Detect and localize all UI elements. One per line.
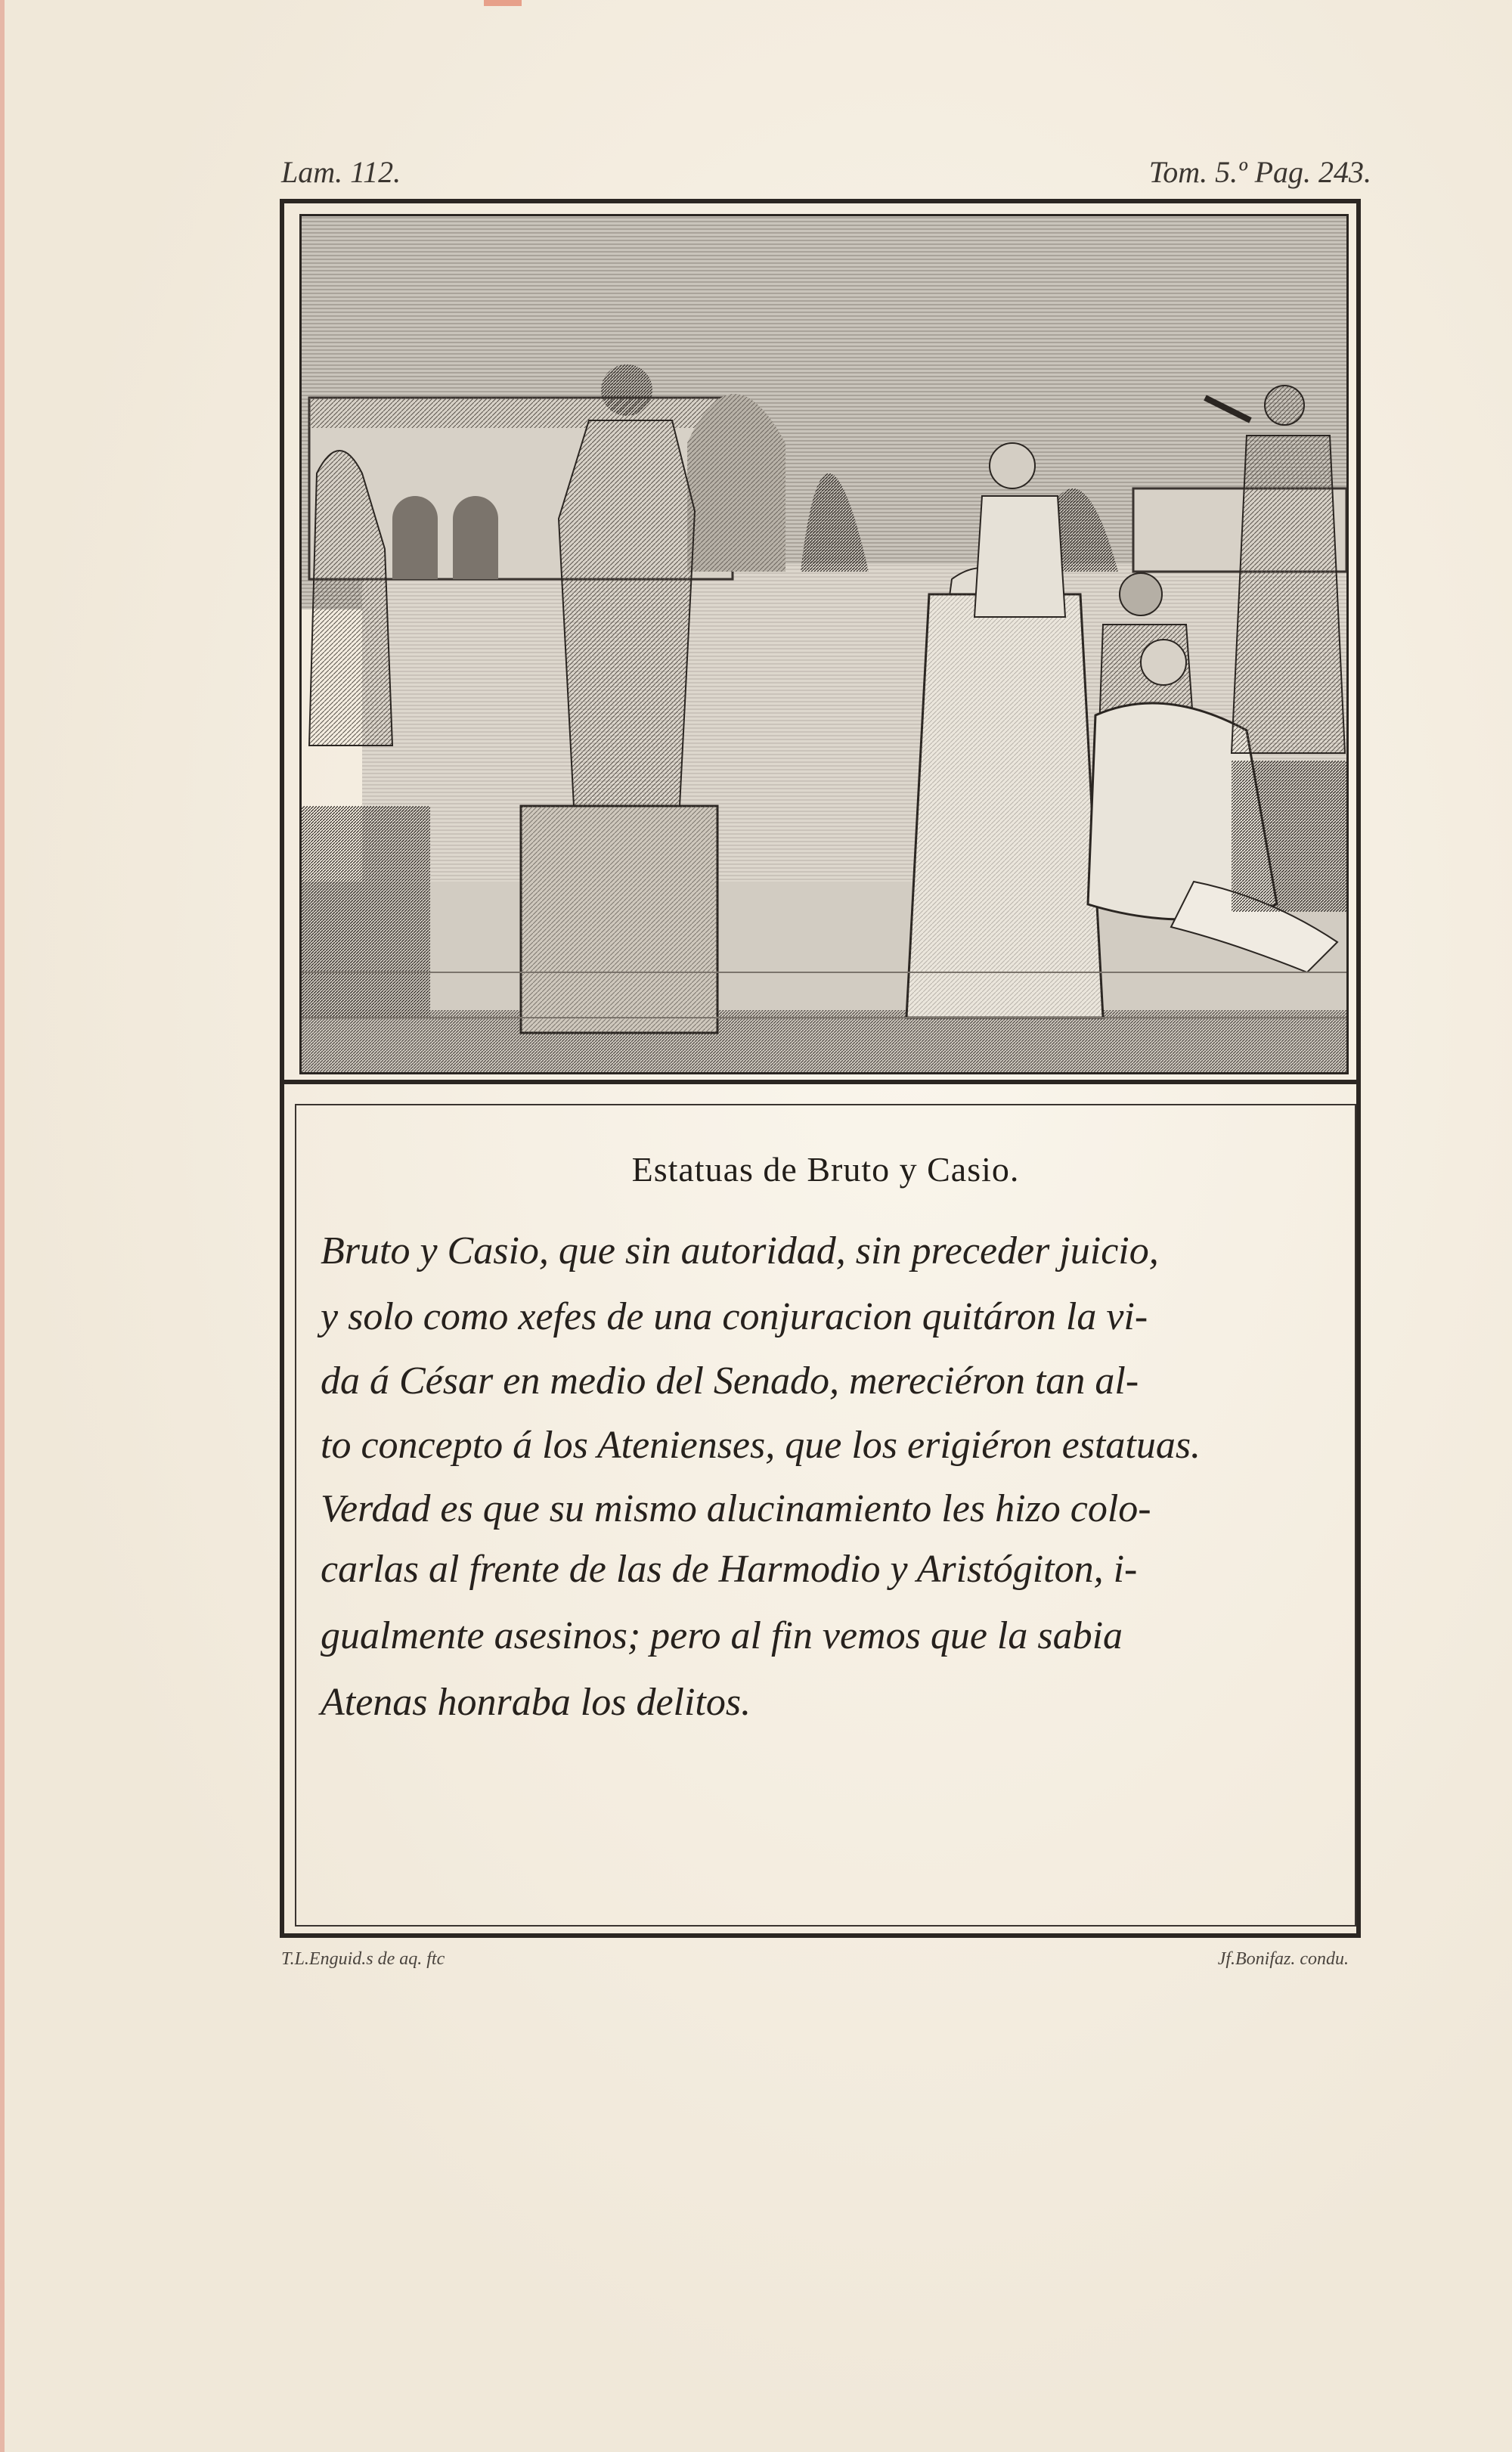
engraver-credit: T.L.Enguid.s de aq. ftc	[281, 1949, 445, 1969]
caption-line: Bruto y Casio, que sin autoridad, sin preceder juicio,	[321, 1229, 1159, 1272]
caption-line: Atenas honraba los delitos.	[321, 1681, 751, 1724]
engraving-illustration	[299, 214, 1349, 1074]
top-stain	[484, 0, 522, 6]
engraving-scene	[302, 216, 1346, 1072]
caption-line: gualmente asesinos; pero al fin vemos que la sabia	[321, 1614, 1123, 1657]
caption-line: to concepto á los Atenienses, que los erigiéron estatuas.	[321, 1424, 1201, 1467]
tome-page-reference: Tom. 5.º Pag. 243.	[1148, 155, 1371, 189]
frame-divider	[280, 1080, 1361, 1084]
caption-line: Verdad es que su mismo alucinamiento les hizo colo-	[321, 1487, 1151, 1530]
caption-line: y solo como xefes de una conjuracion quitáron la vi-	[321, 1295, 1148, 1338]
caption-line: carlas al frente de las de Harmodio y Aristógiton, i-	[321, 1548, 1138, 1591]
page-edge-stain	[0, 0, 5, 2452]
plate-number: Lam. 112.	[281, 155, 401, 189]
caption-line: da á César en medio del Senado, mereciéron tan al-	[321, 1359, 1139, 1403]
caption-title: Estatuas de Bruto y Casio.	[631, 1150, 1020, 1189]
director-credit: Jf.Bonifaz. condu.	[1217, 1949, 1349, 1969]
